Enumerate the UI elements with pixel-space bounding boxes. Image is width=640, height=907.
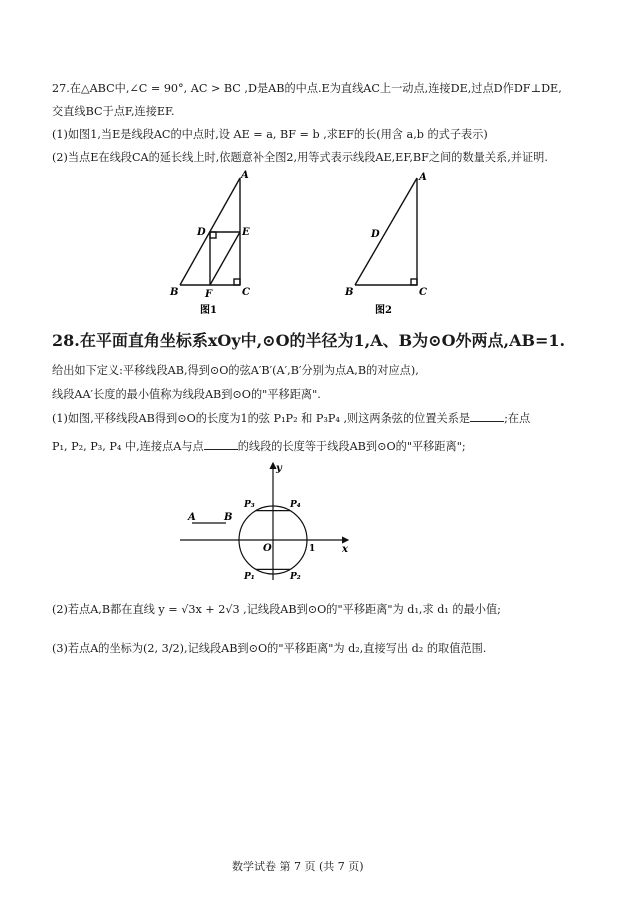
- fig1-label-E: E: [242, 227, 250, 238]
- q28-part1-text-d: 的线段的长度等于线段AB到⊙O的"平移距离";: [237, 440, 466, 453]
- q27-part1: (1)如图1,当E是线段AC的中点时,设 AE = a, BF = b ,求EF的长(用含 a,b 的式子表示): [52, 128, 488, 141]
- fig2-caption: 图2: [375, 305, 392, 316]
- fig1-caption: 图1: [200, 305, 217, 316]
- q28-part2: (2)若点A,B都在直线 y = √3x + 2√3 ,记线段AB到⊙O的"平移距离"为 d₁,求 d₁ 的最小值;: [52, 603, 501, 616]
- point-P1-label: P₁: [244, 572, 255, 582]
- q27-line2: 交直线BC于点F,连接EF.: [52, 105, 175, 118]
- fig2-label-A: A: [419, 172, 427, 183]
- q28-part3: (3)若点A的坐标为(2, 3/2),记线段AB到⊙O的"平移距离"为 d₂,直接写出 d₂ 的取值范围.: [52, 642, 487, 655]
- q28-definition-1: 给出如下定义:平移线段AB,得到⊙O的弦A′B′(A′,B′分别为点A,B的对应点),: [52, 364, 419, 377]
- unit-label: 1: [309, 544, 316, 554]
- fig2-label-C: C: [419, 287, 427, 298]
- point-P2-label: P₂: [290, 572, 301, 582]
- q27-line1: 27.在△ABC中,∠C = 90°, AC > BC ,D是AB的中点.E为直线AC上一动点,连接DE,过点D作DF⊥DE,: [52, 82, 562, 95]
- q28-definition-2: 线段AA′长度的最小值称为线段AB到⊙O的"平移距离".: [52, 388, 321, 401]
- point-P3-label: P₃: [244, 500, 255, 510]
- q27-figure2: [335, 168, 445, 318]
- q28-part1-line2: [52, 438, 466, 454]
- q28-figure: [170, 455, 360, 585]
- origin-label: O: [263, 543, 272, 554]
- q28-part1-text-c: P₁, P₂, P₃, P₄ 中,连接点A与点: [52, 440, 204, 453]
- q28-part1-text-b: ;在点: [504, 412, 531, 425]
- fig2-label-D: D: [371, 229, 380, 240]
- fig1-label-B: B: [170, 287, 179, 298]
- point-A-label: A: [188, 512, 196, 523]
- axis-label-y: y: [276, 463, 282, 474]
- answer-blank-2: [204, 440, 238, 450]
- q28-part1-text-a: (1)如图,平移线段AB得到⊙O的长度为1的弦 P₁P₂ 和 P₃P₄ ,则这两条弦的位置关系是: [52, 412, 471, 425]
- axis-label-x: x: [342, 544, 348, 555]
- q28-part1-line1: [52, 410, 530, 426]
- fig2-label-B: B: [345, 287, 354, 298]
- point-P4-label: P₄: [290, 500, 301, 510]
- answer-blank-1: [470, 412, 504, 422]
- q28-title: 28.在平面直角坐标系xOy中,⊙O的半径为1,A、B为⊙O外两点,AB=1.: [52, 331, 566, 350]
- fig1-label-A: A: [241, 170, 249, 181]
- fig1-label-D: D: [197, 227, 206, 238]
- point-B-label: B: [224, 512, 233, 523]
- q27-part2: (2)当点E在线段CA的延长线上时,依题意补全图2,用等式表示线段AE,EF,BF之间的数量关系,并证明.: [52, 151, 548, 164]
- fig1-label-C: C: [242, 287, 250, 298]
- page-footer: 数学试卷 第 7 页 (共 7 页): [232, 860, 364, 873]
- fig1-label-F: F: [205, 289, 213, 300]
- q27-figure1: [160, 168, 270, 318]
